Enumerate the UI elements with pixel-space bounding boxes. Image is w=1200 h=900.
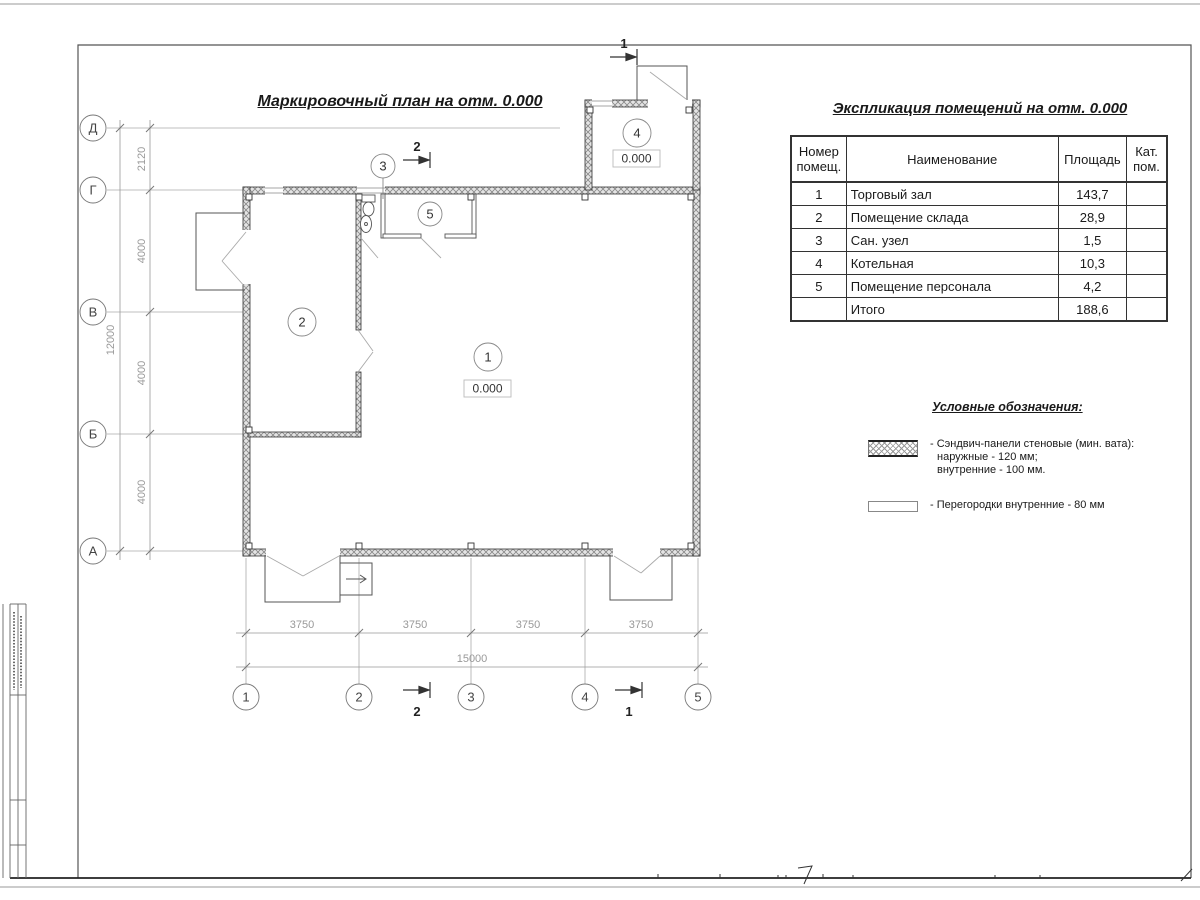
grid-row-d: Д — [88, 120, 98, 136]
legend-title: Условные обозначения: — [932, 400, 1083, 414]
dimension-text — [105, 147, 653, 665]
grid-col-1: 1 — [242, 689, 250, 705]
grid-row-v: В — [88, 304, 98, 320]
room-label-4: 4 — [633, 125, 641, 141]
table-row: 1 Торговый зал 143,7 — [791, 182, 1167, 206]
toilet-icon — [362, 195, 375, 216]
partition-symbol — [868, 501, 918, 512]
section-2-top: 2 — [413, 139, 421, 154]
dimension-lines — [120, 120, 708, 667]
explication — [790, 100, 1170, 322]
dim-h-3750d: 3750 — [628, 619, 654, 631]
grid-lines — [107, 125, 698, 684]
legend-item-sandwich — [868, 438, 1158, 477]
dim-h-total: 15000 — [456, 653, 488, 665]
titleblock-ticks — [658, 866, 1192, 884]
dim-h-3750a: 3750 — [289, 619, 315, 631]
room-table — [790, 135, 1168, 322]
dim-h-3750b: 3750 — [402, 619, 428, 631]
grid-col-3: 3 — [467, 689, 475, 705]
header-room-name: Наименование — [846, 136, 1058, 182]
table-row: 2 Помещение склада 28,9 — [791, 206, 1167, 229]
table-header-row — [791, 136, 1167, 182]
sandwich-panel-symbol — [868, 440, 918, 457]
dim-v-2120: 2120 — [136, 146, 148, 172]
grid-col-2: 2 — [355, 689, 363, 705]
grid-bubbles — [80, 115, 711, 710]
dim-v-total: 12000 — [105, 324, 117, 356]
section-markers — [403, 49, 642, 698]
room-bubbles — [288, 119, 651, 371]
grid-row-g: Г — [89, 182, 97, 198]
porches — [196, 66, 687, 602]
grid-bubble-labels — [89, 121, 702, 705]
grid-row-a: А — [88, 543, 98, 559]
room-label-1: 1 — [484, 349, 492, 365]
header-room-category: Кат. пом. — [1127, 136, 1167, 182]
window-openings — [265, 99, 612, 195]
grid-col-5: 5 — [694, 689, 702, 705]
dim-v-4000b: 4000 — [136, 360, 148, 386]
dim-h-3750c: 3750 — [515, 619, 541, 631]
section-1-bottom: 1 — [625, 704, 633, 719]
entrance-arrow — [346, 575, 366, 583]
dim-v-4000c: 4000 — [136, 479, 148, 505]
header-room-number: Номер помещ. — [791, 136, 846, 182]
sink-icon — [361, 216, 372, 233]
section-1-top: 1 — [620, 36, 628, 51]
legend-item-text: - Сэндвич-панели стеновые (мин. вата): наружные - 120 мм; внутренние - 100 мм. — [930, 438, 1135, 476]
section-marker-labels — [413, 36, 632, 719]
room-label-2: 2 — [298, 314, 306, 330]
header-room-area: Площадь — [1058, 136, 1126, 182]
dim-v-4000a: 4000 — [136, 238, 148, 264]
grid-row-b: Б — [88, 426, 98, 442]
table-row: 3 Сан. узел 1,5 — [791, 229, 1167, 252]
legend — [868, 400, 1158, 534]
room-label-3: 3 — [379, 158, 387, 174]
table-total-row: Итого 188,6 — [791, 298, 1167, 322]
elevation-room1: 0.000 — [472, 381, 503, 396]
grid-col-4: 4 — [581, 689, 589, 705]
section-2-bottom: 2 — [413, 704, 421, 719]
legend-item-partition — [868, 499, 1158, 512]
table-row: 4 Котельная 10,3 — [791, 252, 1167, 275]
dimension-ticks — [116, 124, 702, 671]
elevation-room4: 0.000 — [621, 151, 652, 166]
explication-title: Экспликация помещений на отм. 0.000 — [832, 100, 1128, 117]
stamp-cell-text-marks — [14, 612, 21, 690]
plan-title: Маркировочный план на отм. 0.000 — [257, 93, 543, 110]
table-row: 5 Помещение персонала 4,2 — [791, 275, 1167, 298]
room-label-5: 5 — [426, 206, 434, 222]
legend-item-text: - Перегородки внутренние - 80 мм — [930, 499, 1105, 511]
